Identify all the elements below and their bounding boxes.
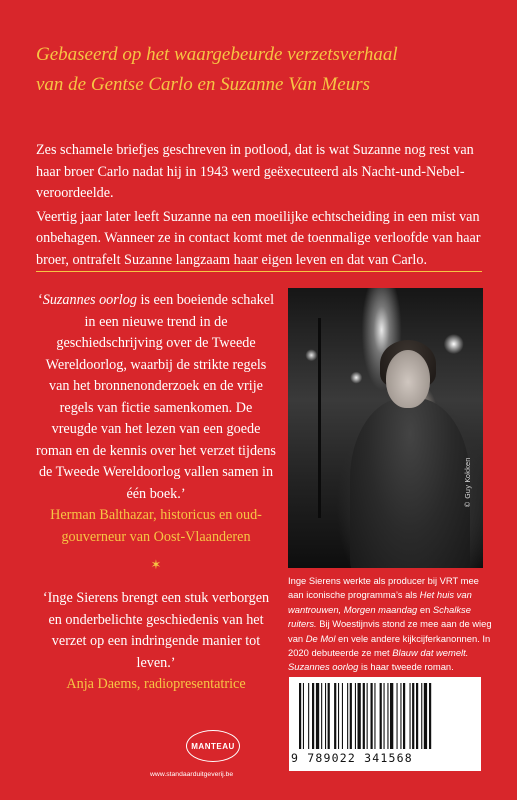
barcode-bar bbox=[371, 683, 373, 749]
barcode-bar bbox=[416, 683, 418, 749]
publisher-website: www.standaarduitgeverij.be bbox=[150, 771, 234, 778]
tagline bbox=[36, 40, 486, 100]
barcode-bar bbox=[400, 683, 401, 749]
barcode-bar bbox=[316, 683, 319, 749]
blurb-paragraph-1: Zes schamele briefjes geschreven in potlood, dat is wat Suzanne nog rest van haar broer Carlo nadat hij in 1943 werd geëxecuteerd als Nacht-und-Nebel-veroordeelde. bbox=[36, 142, 474, 201]
barcode-bar bbox=[355, 683, 356, 749]
barcode-bar bbox=[390, 683, 393, 749]
quote-text: is een boeiende schakel in een nieuwe trend in de geschiedschrijving over de Tweede Wereldoorlog, waarbij de strikte regels van het bronnenonderzoek en de vrije regels van fictie samenkomen. De vreugde van het lezen van een goede roman en de kennis over het verzet tijdens de Tweede Wereldoorlog vallen samen in één boek.’ bbox=[36, 292, 276, 502]
bio-title-italic: Blauw dat wemelt. Suzannes oorlog bbox=[288, 647, 469, 673]
barcode-bar bbox=[397, 683, 398, 749]
barcode-bar bbox=[410, 683, 411, 749]
barcode-bar bbox=[299, 683, 301, 749]
blurb bbox=[36, 140, 494, 273]
barcode-bar bbox=[312, 683, 314, 749]
author-photo bbox=[288, 288, 483, 568]
bio-text: en vele andere kijkcijferkanonnen. In 2020 debuteerde ze met bbox=[288, 632, 491, 659]
bio-title-italic: Het huis van wantrouwen, Morgen maandag bbox=[288, 589, 472, 615]
barcode-bar bbox=[321, 683, 322, 749]
review-quote-1 bbox=[36, 290, 276, 548]
barcode-bar bbox=[358, 683, 361, 749]
photo-credit: © Guy Kokken bbox=[464, 457, 472, 508]
isbn-barcode bbox=[289, 677, 481, 771]
barcode-bar bbox=[308, 683, 309, 749]
barcode-bar bbox=[380, 683, 382, 749]
publisher-logo: MANTEAU bbox=[186, 730, 240, 762]
bio-text: Inge Sierens werkte als producer bij VRT mee aan iconische programma’s als bbox=[288, 575, 479, 601]
bio-title-italic: De Mol bbox=[305, 632, 336, 644]
barcode-bar bbox=[350, 683, 352, 749]
quote-open-mark: ‘ bbox=[37, 292, 43, 308]
barcode-bar bbox=[421, 683, 422, 749]
barcode-bar bbox=[338, 683, 339, 749]
barcode-bars bbox=[299, 683, 471, 749]
barcode-bar bbox=[347, 683, 348, 749]
barcode-bar bbox=[374, 683, 375, 749]
tagline-line-2: van de Gentse Carlo en Suzanne Van Meurs bbox=[36, 74, 371, 95]
barcode-bar bbox=[325, 683, 326, 749]
barcode-bar bbox=[384, 683, 385, 749]
barcode-bar bbox=[403, 683, 405, 749]
barcode-bar bbox=[424, 683, 427, 749]
bio-text: en bbox=[417, 603, 433, 615]
book-title-italic: Suzannes oorlog bbox=[42, 292, 137, 308]
barcode-bar bbox=[342, 683, 343, 749]
star-ornament: ✶ bbox=[150, 558, 162, 573]
quote-author: Herman Balthazar, historicus en oud-gouverneur van Oost-Vlaanderen bbox=[50, 507, 262, 545]
review-quote-2 bbox=[36, 588, 276, 696]
author-coat bbox=[350, 398, 470, 568]
author-bio bbox=[288, 574, 493, 675]
barcode-bar bbox=[363, 683, 365, 749]
tagline-line-1: Gebaseerd op het waargebeurde verzetsverhaal bbox=[36, 44, 398, 65]
barcode-bar bbox=[387, 683, 388, 749]
barcode-bar bbox=[367, 683, 368, 749]
barcode-bar bbox=[328, 683, 330, 749]
barcode-bar bbox=[334, 683, 336, 749]
bio-text: is haar tweede roman. bbox=[358, 661, 454, 673]
blurb-paragraph-2: Veertig jaar later leeft Suzanne na een moeilijke echtscheiding in een mist van onbehagen. Wanneer ze in contact komt met de toenmalige verloofde van haar broer, ontrafelt Suzanne langzaam haar eigen leven en dat van Carlo. bbox=[36, 208, 481, 268]
lamp-post bbox=[318, 318, 321, 518]
divider bbox=[36, 271, 482, 272]
barcode-bar bbox=[412, 683, 414, 749]
bio-text: Bij Woestijnvis stond ze mee aan de wieg van bbox=[288, 618, 492, 644]
isbn-digits: 9 789022 341568 bbox=[291, 751, 413, 765]
author-face bbox=[386, 350, 430, 408]
quote-author: Anja Daems, radiopresentatrice bbox=[66, 676, 246, 692]
bio-title-italic: Schalkse ruiters. bbox=[288, 603, 471, 630]
barcode-bar bbox=[429, 683, 431, 749]
barcode-bar bbox=[303, 683, 304, 749]
quote-text: ‘Inge Sierens brengt een stuk verborgen en onderbelichte geschiedenis van het verzet op een indringende manier tot leven.’ bbox=[42, 590, 270, 671]
